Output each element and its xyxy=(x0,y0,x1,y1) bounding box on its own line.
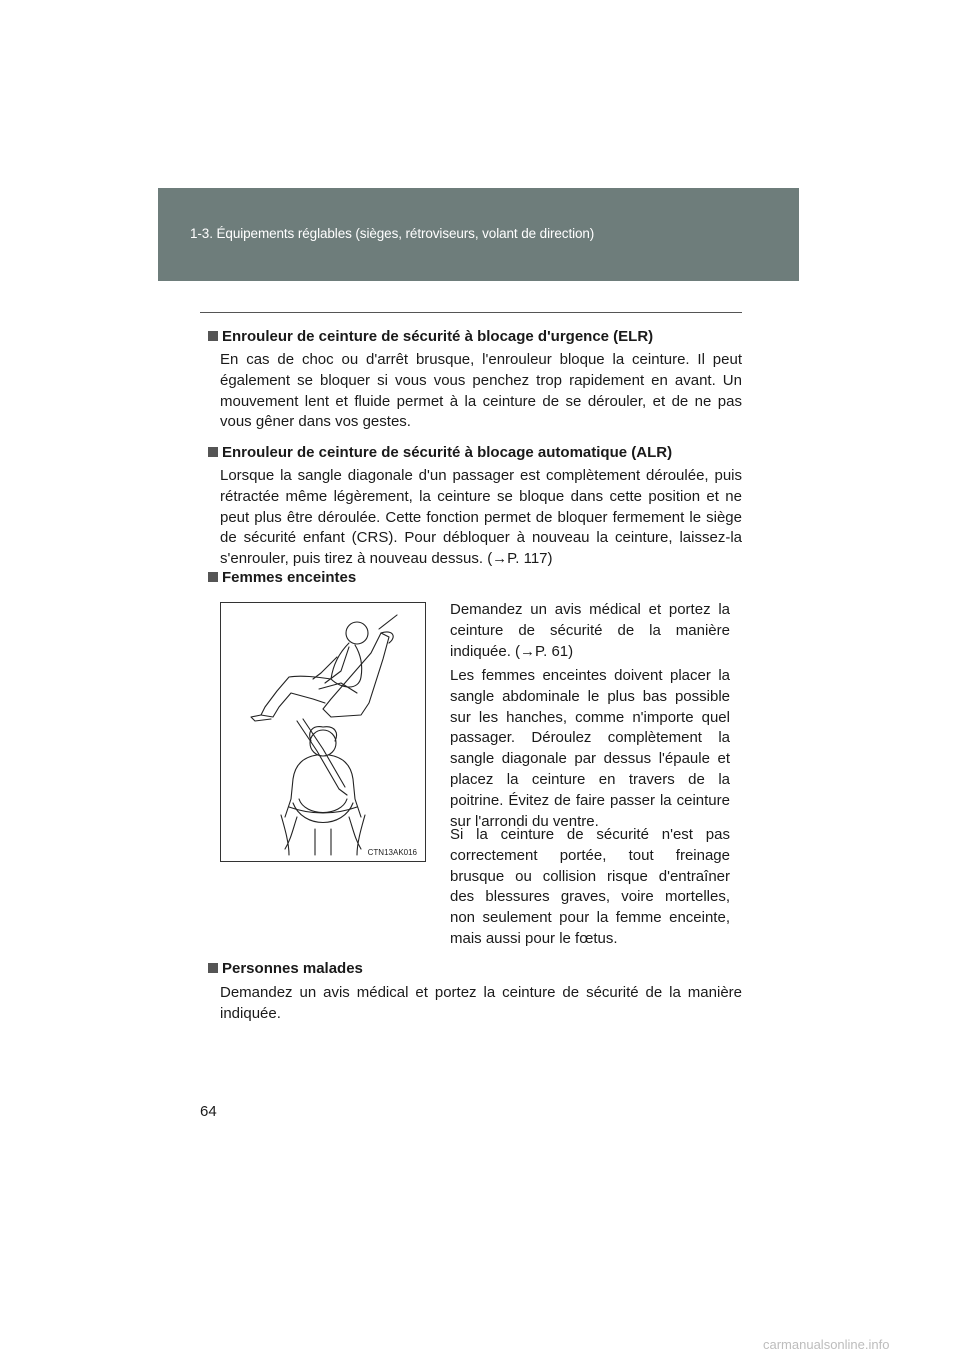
top-divider xyxy=(200,312,742,313)
section-body-alr: Lorsque la sangle diagonale d'un passager est complètement déroulée, puis rétractée même légèrement, la ceinture se bloque dans cette position et ne peut plus être déroulée. Cette fonction permet de bloquer fermement le siège de sécurité enfant (CRS). Pour débloquer à nouveau la ceinture, laissez-la s'enrouler, puis tirez à nouveau dessus. (→P. 117) xyxy=(220,467,742,568)
site-watermark: carmanualsonline.info xyxy=(763,1337,890,1352)
chapter-header-band xyxy=(158,188,799,281)
section-heading-elr: Enrouleur de ceinture de sécurité à blocage d'urgence (ELR) xyxy=(208,328,653,345)
section-body-elr: En cas de choc ou d'arrêt brusque, l'enrouleur bloque la ceinture. Il peut également se bloquer si vous vous penchez trop rapidement en avant. Un mouvement lent et fluide permet à la ceinture de se dérouler, et de ne pas vous gêner dans vos gestes. xyxy=(220,351,742,431)
pregnant-paragraph-1: Demandez un avis médical et portez la ceinture de sécurité de la manière indiquée. (→P. 61) xyxy=(450,601,730,660)
section-heading-alr: Enrouleur de ceinture de sécurité à blocage automatique (ALR) xyxy=(208,444,672,461)
page-number: 64 xyxy=(200,1103,217,1120)
square-bullet-icon xyxy=(208,447,218,457)
pregnant-seatbelt-illustration xyxy=(220,602,426,862)
square-bullet-icon xyxy=(208,572,218,582)
figure-code: CTN13AK016 xyxy=(367,848,417,857)
pregnant-paragraph-3: Si la ceinture de sécurité n'est pas correctement portée, tout freinage brusque ou collision risque d'entraîner des blessures graves, voire mortelles, non seulement pour la femme enceinte, mais aussi pour le fœtus. xyxy=(450,826,730,947)
section-body-sick: Demandez un avis médical et portez la ceinture de sécurité de la manière indiquée. xyxy=(220,984,742,1022)
seatbelt-figure-drawing xyxy=(221,603,425,861)
section-heading-pregnant: Femmes enceintes xyxy=(208,569,356,586)
square-bullet-icon xyxy=(208,331,218,341)
square-bullet-icon xyxy=(208,963,218,973)
section-heading-sick: Personnes malades xyxy=(208,960,363,977)
pregnant-paragraph-2: Les femmes enceintes doivent placer la sangle abdominale le plus bas possible sur les hanches, comme n'importe quel passager. Déroulez complètement la sangle diagonale par dessus l'épaule et placez la ceinture en travers de la poitrine. Évitez de faire passer la ceinture sur l'arrondi du ventre. xyxy=(450,667,730,830)
chapter-section-title: 1-3. Équipements réglables (sièges, rétroviseurs, volant de direction) xyxy=(190,226,595,241)
